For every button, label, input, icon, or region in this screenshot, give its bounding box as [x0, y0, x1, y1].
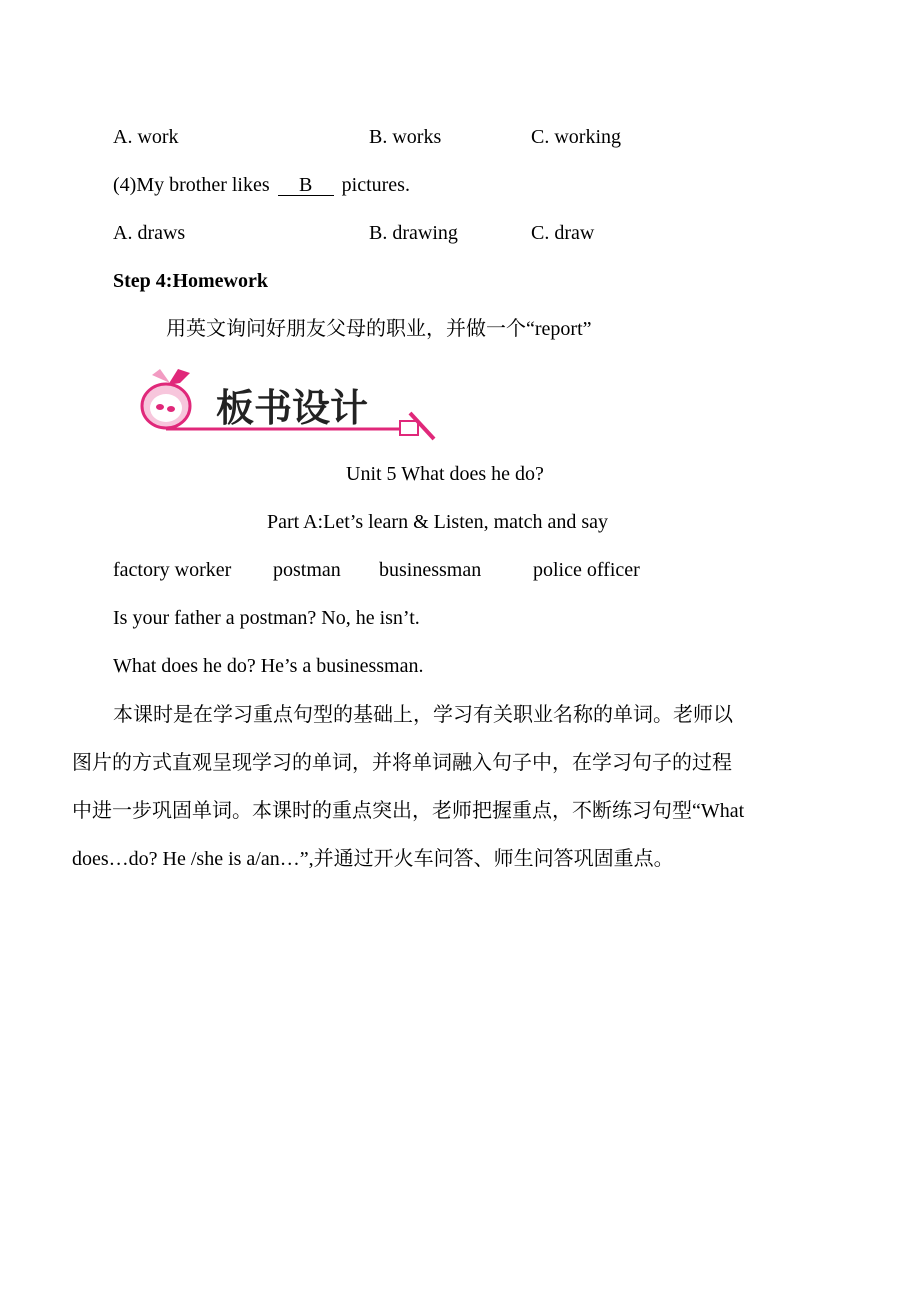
- board-design-logo: [138, 363, 438, 443]
- board-sentence-1: Is your father a postman? No, he isn’t.: [113, 607, 420, 629]
- q3-option-c: C. working: [531, 126, 621, 148]
- q4-option-c: C. draw: [531, 222, 595, 244]
- board-subtitle: Part A:Let’s learn & Listen, match and say: [267, 511, 609, 533]
- reflection-line: does…do? He /she is a/an…”,并通过开火车问答、师生问答巩固重点。: [72, 848, 674, 870]
- q4-prefix: (4)My brother likes: [113, 174, 270, 196]
- homework-heading: Step 4:Homework: [113, 270, 268, 292]
- vocab-word: businessman: [379, 559, 482, 581]
- vocab-word: factory worker: [113, 559, 232, 581]
- reflection-line: 本课时是在学习重点句型的基础上，学习有关职业名称的单词。老师以: [113, 704, 733, 726]
- question-4: [113, 173, 410, 197]
- vocab-word: postman: [273, 559, 341, 581]
- reflection-line: 图片的方式直观呈现学习的单词，并将单词融入句子中，在学习句子的过程: [72, 752, 732, 774]
- q4-option-a: A. draws: [113, 222, 186, 244]
- q4-answer: B: [278, 175, 334, 196]
- reflection-line: 中进一步巩固单词。本课时的重点突出，老师把握重点，不断练习句型“What: [72, 800, 745, 822]
- homework-text: 用英文询问好朋友父母的职业，并做一个“report”: [166, 318, 592, 340]
- writing-hand-icon: [400, 413, 434, 439]
- q3-option-b: B. works: [369, 126, 442, 148]
- vocab-word: police officer: [533, 559, 640, 581]
- board-title: Unit 5 What does he do?: [346, 463, 544, 485]
- apple-icon: [142, 369, 190, 428]
- q3-option-a: A. work: [113, 126, 179, 148]
- logo-text: 板书设计: [216, 386, 369, 430]
- board-sentence-2: What does he do? He’s a businessman.: [113, 655, 424, 677]
- q4-option-b: B. drawing: [369, 222, 458, 244]
- q4-suffix: pictures.: [341, 174, 410, 196]
